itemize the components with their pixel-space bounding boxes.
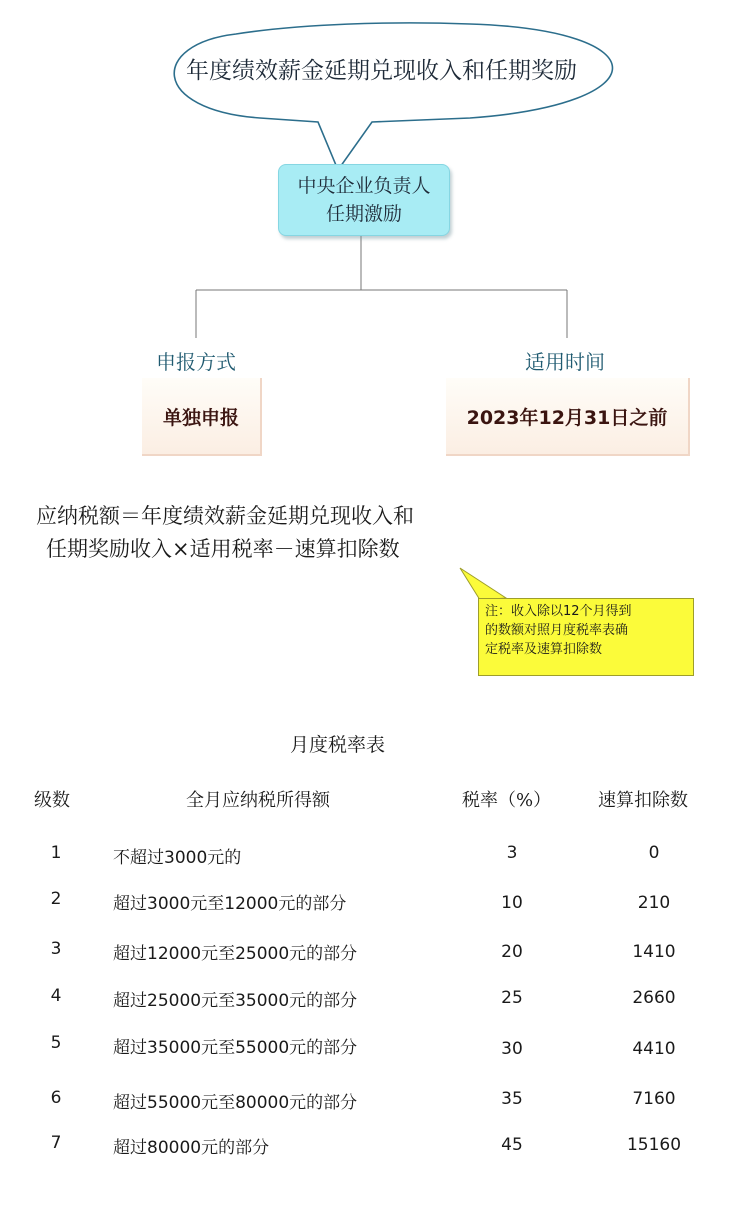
leaf-applicable-period	[446, 378, 690, 456]
row-6-level: 6	[50, 1088, 62, 1108]
header-rate: 税率（%）	[462, 790, 552, 811]
root-line-2: 任期激励	[325, 203, 402, 225]
row-5-income: 超过35000元至55000元的部分	[113, 1038, 358, 1058]
header-income: 全月应纳税所得额	[186, 790, 330, 811]
table-title: 月度税率表	[290, 734, 386, 756]
note-line-2: 的数额对照月度税率表确	[485, 623, 629, 638]
row-6-deduction: 7160	[632, 1089, 676, 1109]
row-2-deduction: 210	[637, 893, 671, 913]
note-pointer	[460, 568, 506, 600]
note-box	[478, 598, 694, 676]
leaf-filing-method	[142, 378, 262, 456]
row-4-rate: 25	[501, 988, 523, 1008]
root-line-1: 中央企业负责人	[297, 175, 431, 197]
leaf-filing-value: 单独申报	[162, 406, 239, 429]
row-3-rate: 20	[501, 942, 523, 962]
row-2-rate: 10	[501, 893, 523, 913]
formula	[36, 500, 414, 566]
note-line-1: 注：收入除以12个月得到	[485, 604, 632, 619]
row-4-deduction: 2660	[632, 988, 676, 1008]
row-1-rate: 3	[506, 843, 518, 863]
header-deduction: 速算扣除数	[598, 790, 688, 811]
row-4-income: 超过25000元至35000元的部分	[113, 991, 358, 1011]
branch-label-period: 适用时间	[525, 350, 605, 374]
row-6-income: 超过55000元至80000元的部分	[113, 1093, 358, 1113]
header-level: 级数	[34, 790, 70, 811]
row-4-level: 4	[50, 986, 62, 1006]
row-1-deduction: 0	[648, 843, 660, 863]
row-7-level: 7	[50, 1133, 62, 1153]
row-5-deduction: 4410	[632, 1039, 676, 1059]
formula-line-1: 应纳税额＝年度绩效薪金延期兑现收入和	[36, 504, 414, 528]
row-7-income: 超过80000元的部分	[113, 1138, 270, 1158]
row-6-rate: 35	[501, 1089, 523, 1109]
callout-balloon	[174, 23, 612, 170]
row-7-rate: 45	[501, 1135, 523, 1155]
row-3-level: 3	[50, 939, 62, 959]
branch-label-filing: 申报方式	[156, 350, 236, 374]
row-1-income: 不超过3000元的	[113, 848, 242, 868]
row-2-level: 2	[50, 889, 62, 909]
row-5-rate: 30	[501, 1039, 523, 1059]
row-5-level: 5	[50, 1033, 62, 1053]
row-3-income: 超过12000元至25000元的部分	[113, 944, 358, 964]
row-1-level: 1	[50, 843, 62, 863]
row-3-deduction: 1410	[632, 942, 676, 962]
row-7-deduction: 15160	[626, 1135, 682, 1155]
root-node	[278, 164, 450, 236]
row-2-income: 超过3000元至12000元的部分	[113, 894, 347, 914]
leaf-period-value: 2023年12月31日之前	[466, 406, 668, 429]
note-line-3: 定税率及速算扣除数	[485, 642, 603, 657]
callout-text: 年度绩效薪金延期兑现收入和任期奖励	[186, 58, 577, 84]
formula-line-2: 任期奖励收入×适用税率－速算扣除数	[46, 537, 400, 561]
